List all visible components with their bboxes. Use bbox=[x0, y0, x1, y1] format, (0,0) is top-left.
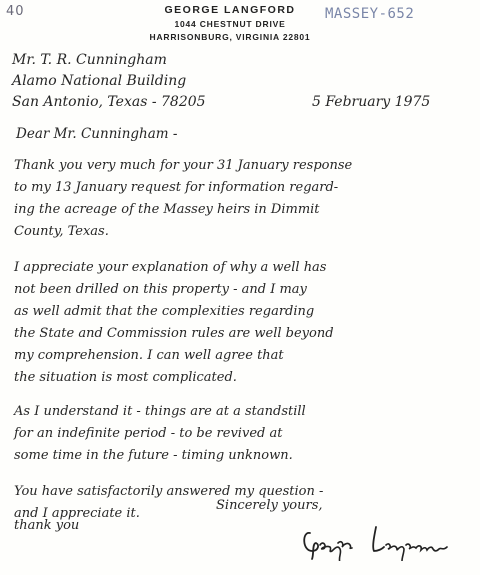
page-number: 40 bbox=[6, 4, 25, 19]
body-line: the situation is most complicated. bbox=[14, 370, 237, 385]
body-line: some time in the future - timing unknown. bbox=[14, 448, 293, 463]
letterhead bbox=[120, 2, 340, 44]
handwritten-signature bbox=[300, 521, 472, 561]
body-line: As I understand it - things are at a standstill bbox=[14, 404, 306, 419]
signature bbox=[300, 521, 472, 565]
body-line: You have satisfactorily answered my question - bbox=[14, 484, 324, 499]
sign-off: Sincerely yours, bbox=[216, 498, 323, 513]
body-line: County, Texas. bbox=[14, 224, 109, 239]
body-line: my comprehension. I can well agree that bbox=[14, 348, 284, 363]
body-line: Thank you very much for your 31 January response bbox=[14, 158, 353, 173]
body-line: and I appreciate it. bbox=[14, 506, 140, 521]
letterhead-street: 1044 CHESTNUT DRIVE bbox=[174, 19, 286, 29]
letterhead-city: HARRISONBURG, VIRGINIA 22801 bbox=[149, 32, 311, 42]
body-line: ing the acreage of the Massey heirs in Dimmit bbox=[14, 202, 320, 217]
body-line: not been drilled on this property - and I may bbox=[14, 282, 307, 297]
body-line: the State and Commission rules are well beyond bbox=[14, 326, 334, 341]
thank-you-note: thank you bbox=[14, 518, 80, 533]
body-line: to my 13 January request for information regard- bbox=[14, 180, 339, 195]
body-line: for an indefinite period - to be revived at bbox=[14, 426, 283, 441]
salutation: Dear Mr. Cunningham - bbox=[16, 126, 178, 142]
body-line: I appreciate your explanation of why a well has bbox=[14, 260, 327, 275]
archive-mark: MASSEY-652 bbox=[325, 6, 415, 22]
recipient-city: San Antonio, Texas - 78205 bbox=[12, 94, 206, 110]
letterhead-name: GEORGE LANGFORD bbox=[164, 4, 296, 16]
recipient-name: Mr. T. R. Cunningham bbox=[12, 52, 167, 68]
recipient-building: Alamo National Building bbox=[12, 73, 187, 89]
body-line: as well admit that the complexities regarding bbox=[14, 304, 315, 319]
letter-date: 5 February 1975 bbox=[312, 94, 431, 110]
